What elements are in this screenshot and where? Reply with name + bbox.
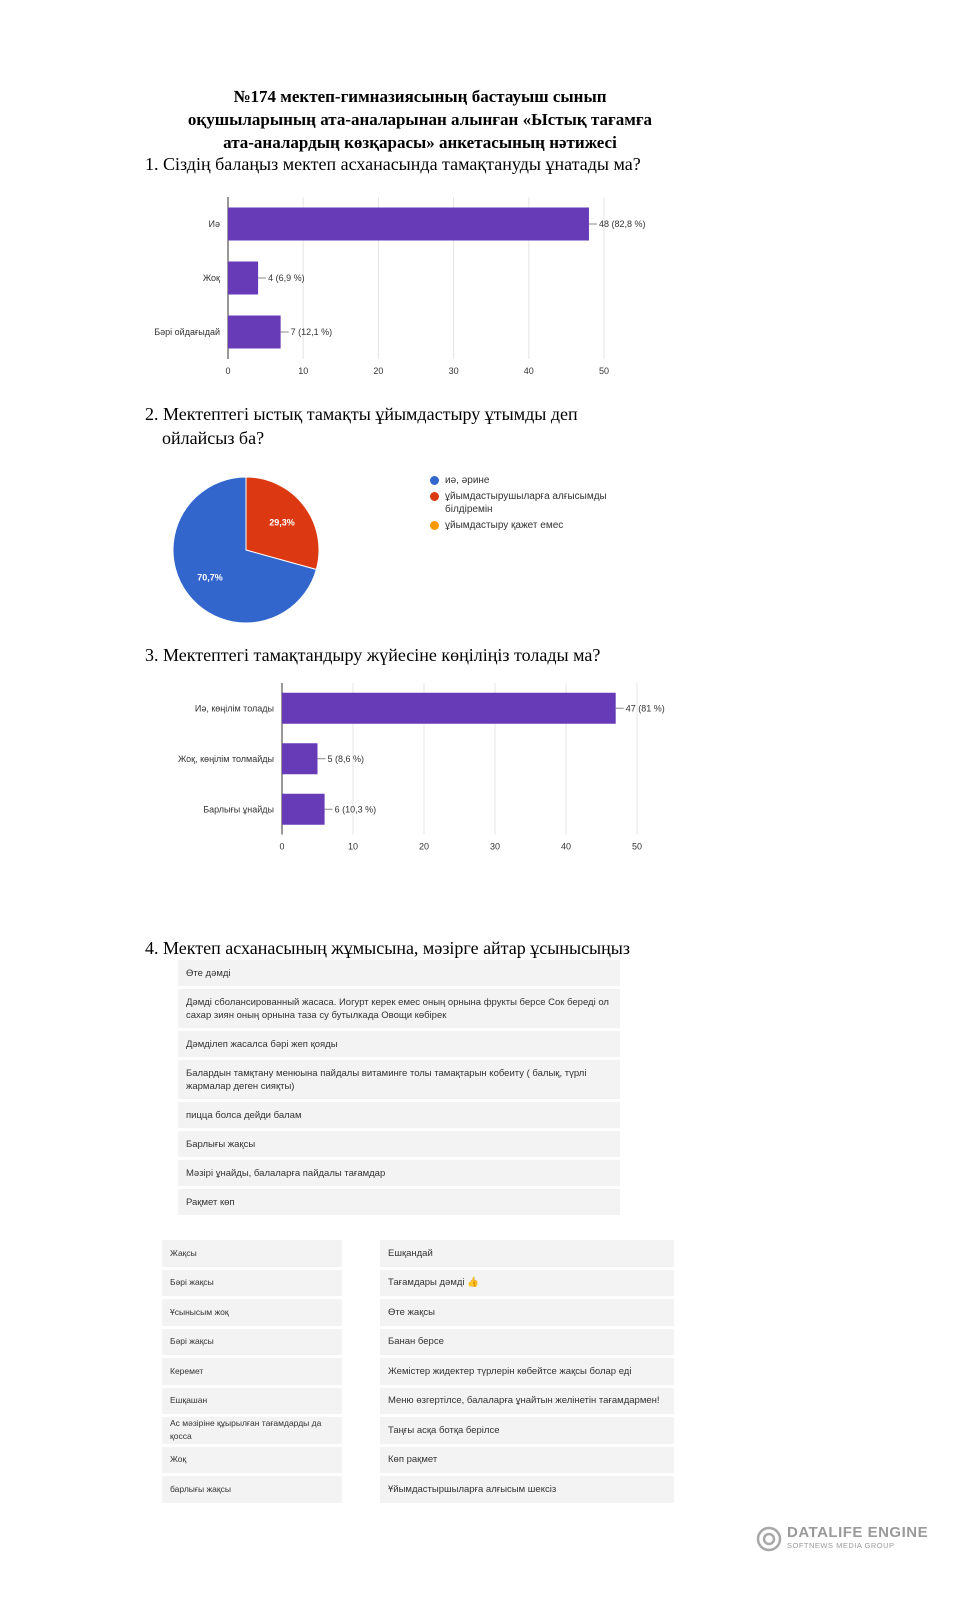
category-label: Иә, көңілім толады [194, 703, 274, 714]
response-row [178, 1031, 620, 1060]
legend-label: ұйымдастыру қажет емес [445, 520, 564, 531]
bar [228, 262, 258, 295]
responses-right-list [380, 1240, 674, 1506]
response-row [162, 1447, 342, 1477]
x-tick-label: 30 [489, 841, 501, 852]
chart-q2-legend [430, 474, 630, 535]
x-tick-label: 10 [347, 841, 359, 852]
question-3: 3. Мектептегі тамақтандыру жүйесіне көңіліңіз толады ма? [145, 645, 601, 665]
response-text: Бәрі жақсы [170, 1277, 214, 1288]
response-row [178, 1060, 620, 1102]
response-text: Дәмділеп жасалса бәрі жеп қояды [186, 1038, 338, 1050]
data-label: 48 (82,8 %) [598, 219, 646, 229]
response-row [162, 1240, 342, 1270]
x-tick-label: 0 [225, 366, 231, 376]
response-row [380, 1240, 674, 1270]
x-tick-label: 50 [631, 841, 643, 852]
legend-item [430, 474, 630, 487]
response-text: Керемет [170, 1365, 204, 1376]
response-row [380, 1358, 674, 1388]
data-label: 6 (10,3 %) [334, 804, 377, 815]
response-text: Ас мәзіріне құырылған тағамдарды да қосса [170, 1418, 322, 1442]
responses-main-list [178, 960, 620, 1218]
response-text: Таңғы асқа ботқа берілсе [388, 1424, 500, 1436]
x-tick-label: 40 [560, 841, 572, 852]
responses-left-list [162, 1240, 342, 1506]
document-title [100, 85, 740, 154]
bar [228, 208, 589, 241]
x-tick-label: 0 [279, 841, 285, 852]
response-text: Жақсы [170, 1247, 197, 1258]
response-row [178, 1102, 620, 1131]
question-1: 1. Сіздің балаңыз мектеп асханасында тамақтануды ұнатады ма? [145, 154, 641, 174]
category-label: Жоқ [202, 273, 220, 283]
response-row [162, 1476, 342, 1506]
response-row [178, 1131, 620, 1160]
chart-q3 [165, 675, 695, 860]
bar [228, 316, 281, 349]
response-text: Дәмді сболансированный жасаса. Иогурт керек емес оның орнына фрукты берсе Сок береді ол сахар зиян оның орнына таза су бутылкада Овощи көбірек [186, 996, 609, 1021]
category-label: Барлығы ұнайды [203, 804, 274, 815]
response-row [380, 1476, 674, 1506]
response-row [162, 1329, 342, 1359]
response-row [380, 1329, 674, 1359]
bar [282, 794, 325, 825]
response-text: Барлығы жақсы [186, 1138, 256, 1150]
title-line: ата-аналардың көзқарасы» анкетасының нәтижесі [223, 133, 617, 152]
response-text: Ұсынысым жоқ [170, 1306, 229, 1317]
legend-dot-icon [430, 521, 439, 530]
x-tick-label: 20 [373, 366, 384, 376]
data-label: 7 (12,1 %) [290, 327, 333, 337]
x-tick-label: 20 [418, 841, 430, 852]
title-line: №174 мектеп-гимназиясының бастауыш сынып [233, 87, 607, 106]
x-tick-label: 10 [298, 366, 309, 376]
category-label: Бәрі ойдағыдай [154, 327, 220, 337]
question-4: 4. Мектеп асханасының жұмысына, мәзірге айтар ұсынысыңыз [145, 938, 630, 958]
response-text: барлығы жақсы [170, 1483, 231, 1494]
response-row [178, 989, 620, 1031]
response-text: Ешқандай [388, 1247, 433, 1259]
title-line: оқушыларының ата-аналарынан алынған «Ыстық тағамға [187, 110, 653, 129]
slice-label: 29,3% [269, 517, 295, 528]
response-row [162, 1388, 342, 1418]
legend-dot-icon [430, 476, 439, 485]
response-text: Ешқашан [170, 1395, 208, 1406]
response-text: Меню өзгертілсе, балаларға ұнайтын желінетін тағамдармен! [388, 1395, 660, 1407]
response-text: Ұйымдастыршыларға алғысым шексіз [388, 1483, 557, 1495]
legend-item [430, 519, 630, 532]
response-text: Жемістер жидектер түрлерін көбейтсе жақсы болар еді [388, 1365, 632, 1377]
response-text: Бәрі жақсы [170, 1336, 214, 1347]
watermark-sub: SOFTNEWS MEDIA GROUP [787, 1541, 895, 1550]
response-text: пицца болса дейди балам [186, 1109, 302, 1121]
question-2: 2. Мектептегі ыстық тамақты ұйымдастыру ұтымды деп [145, 404, 578, 424]
response-text: Өте жақсы [388, 1306, 435, 1318]
response-row [162, 1299, 342, 1329]
response-row [380, 1270, 674, 1300]
watermark-main: DATALIFE ENGINE [787, 1524, 929, 1541]
chart-q1 [140, 180, 680, 395]
response-text: Рақмет көп [186, 1196, 235, 1208]
chart-q2 [168, 472, 328, 628]
response-text: Өте дәмді [186, 967, 231, 979]
response-text: Банан берсе [388, 1336, 444, 1348]
legend-label: иә, әрине [445, 475, 490, 486]
response-text: Көп рақмет [388, 1454, 438, 1466]
slice-label: 70,7% [197, 572, 223, 583]
bar [282, 743, 318, 774]
legend-dot-icon [430, 492, 439, 501]
question-2-cont: ойлайсыз ба? [162, 428, 265, 448]
eye-logo-icon [756, 1526, 782, 1552]
category-label: Жоқ, көңілім толмайды [177, 753, 274, 764]
response-row [162, 1270, 342, 1300]
response-text: Мәзірі ұнайды, балаларға пайдалы тағамдар [186, 1167, 386, 1179]
data-label: 5 (8,6 %) [327, 753, 365, 764]
x-tick-label: 40 [523, 366, 534, 376]
legend-item [430, 490, 630, 516]
response-row [380, 1388, 674, 1418]
x-tick-label: 50 [598, 366, 610, 376]
response-row [380, 1299, 674, 1329]
response-row [162, 1417, 342, 1447]
response-row [380, 1447, 674, 1477]
bar [282, 693, 616, 724]
watermark [756, 1524, 928, 1550]
data-label: 4 (6,9 %) [268, 273, 305, 283]
response-text: Жоқ [170, 1454, 187, 1465]
response-row [380, 1417, 674, 1447]
x-tick-label: 30 [448, 366, 459, 376]
response-row [162, 1358, 342, 1388]
response-row [178, 1160, 620, 1189]
response-row [178, 960, 620, 989]
response-text: Балардын тамқтану менюына пайдалы витаминге толы тамақтарын кобеиту ( балық, түрлі жармалар деген сияқты) [186, 1067, 587, 1092]
legend-label: ұйымдастырушыларға алғысымды білдіремін [445, 491, 607, 515]
response-row [178, 1189, 620, 1218]
data-label: 47 (81 %) [625, 703, 665, 714]
response-text: Тағамдары дәмді 👍 [388, 1277, 479, 1289]
category-label: Иә [208, 219, 220, 229]
